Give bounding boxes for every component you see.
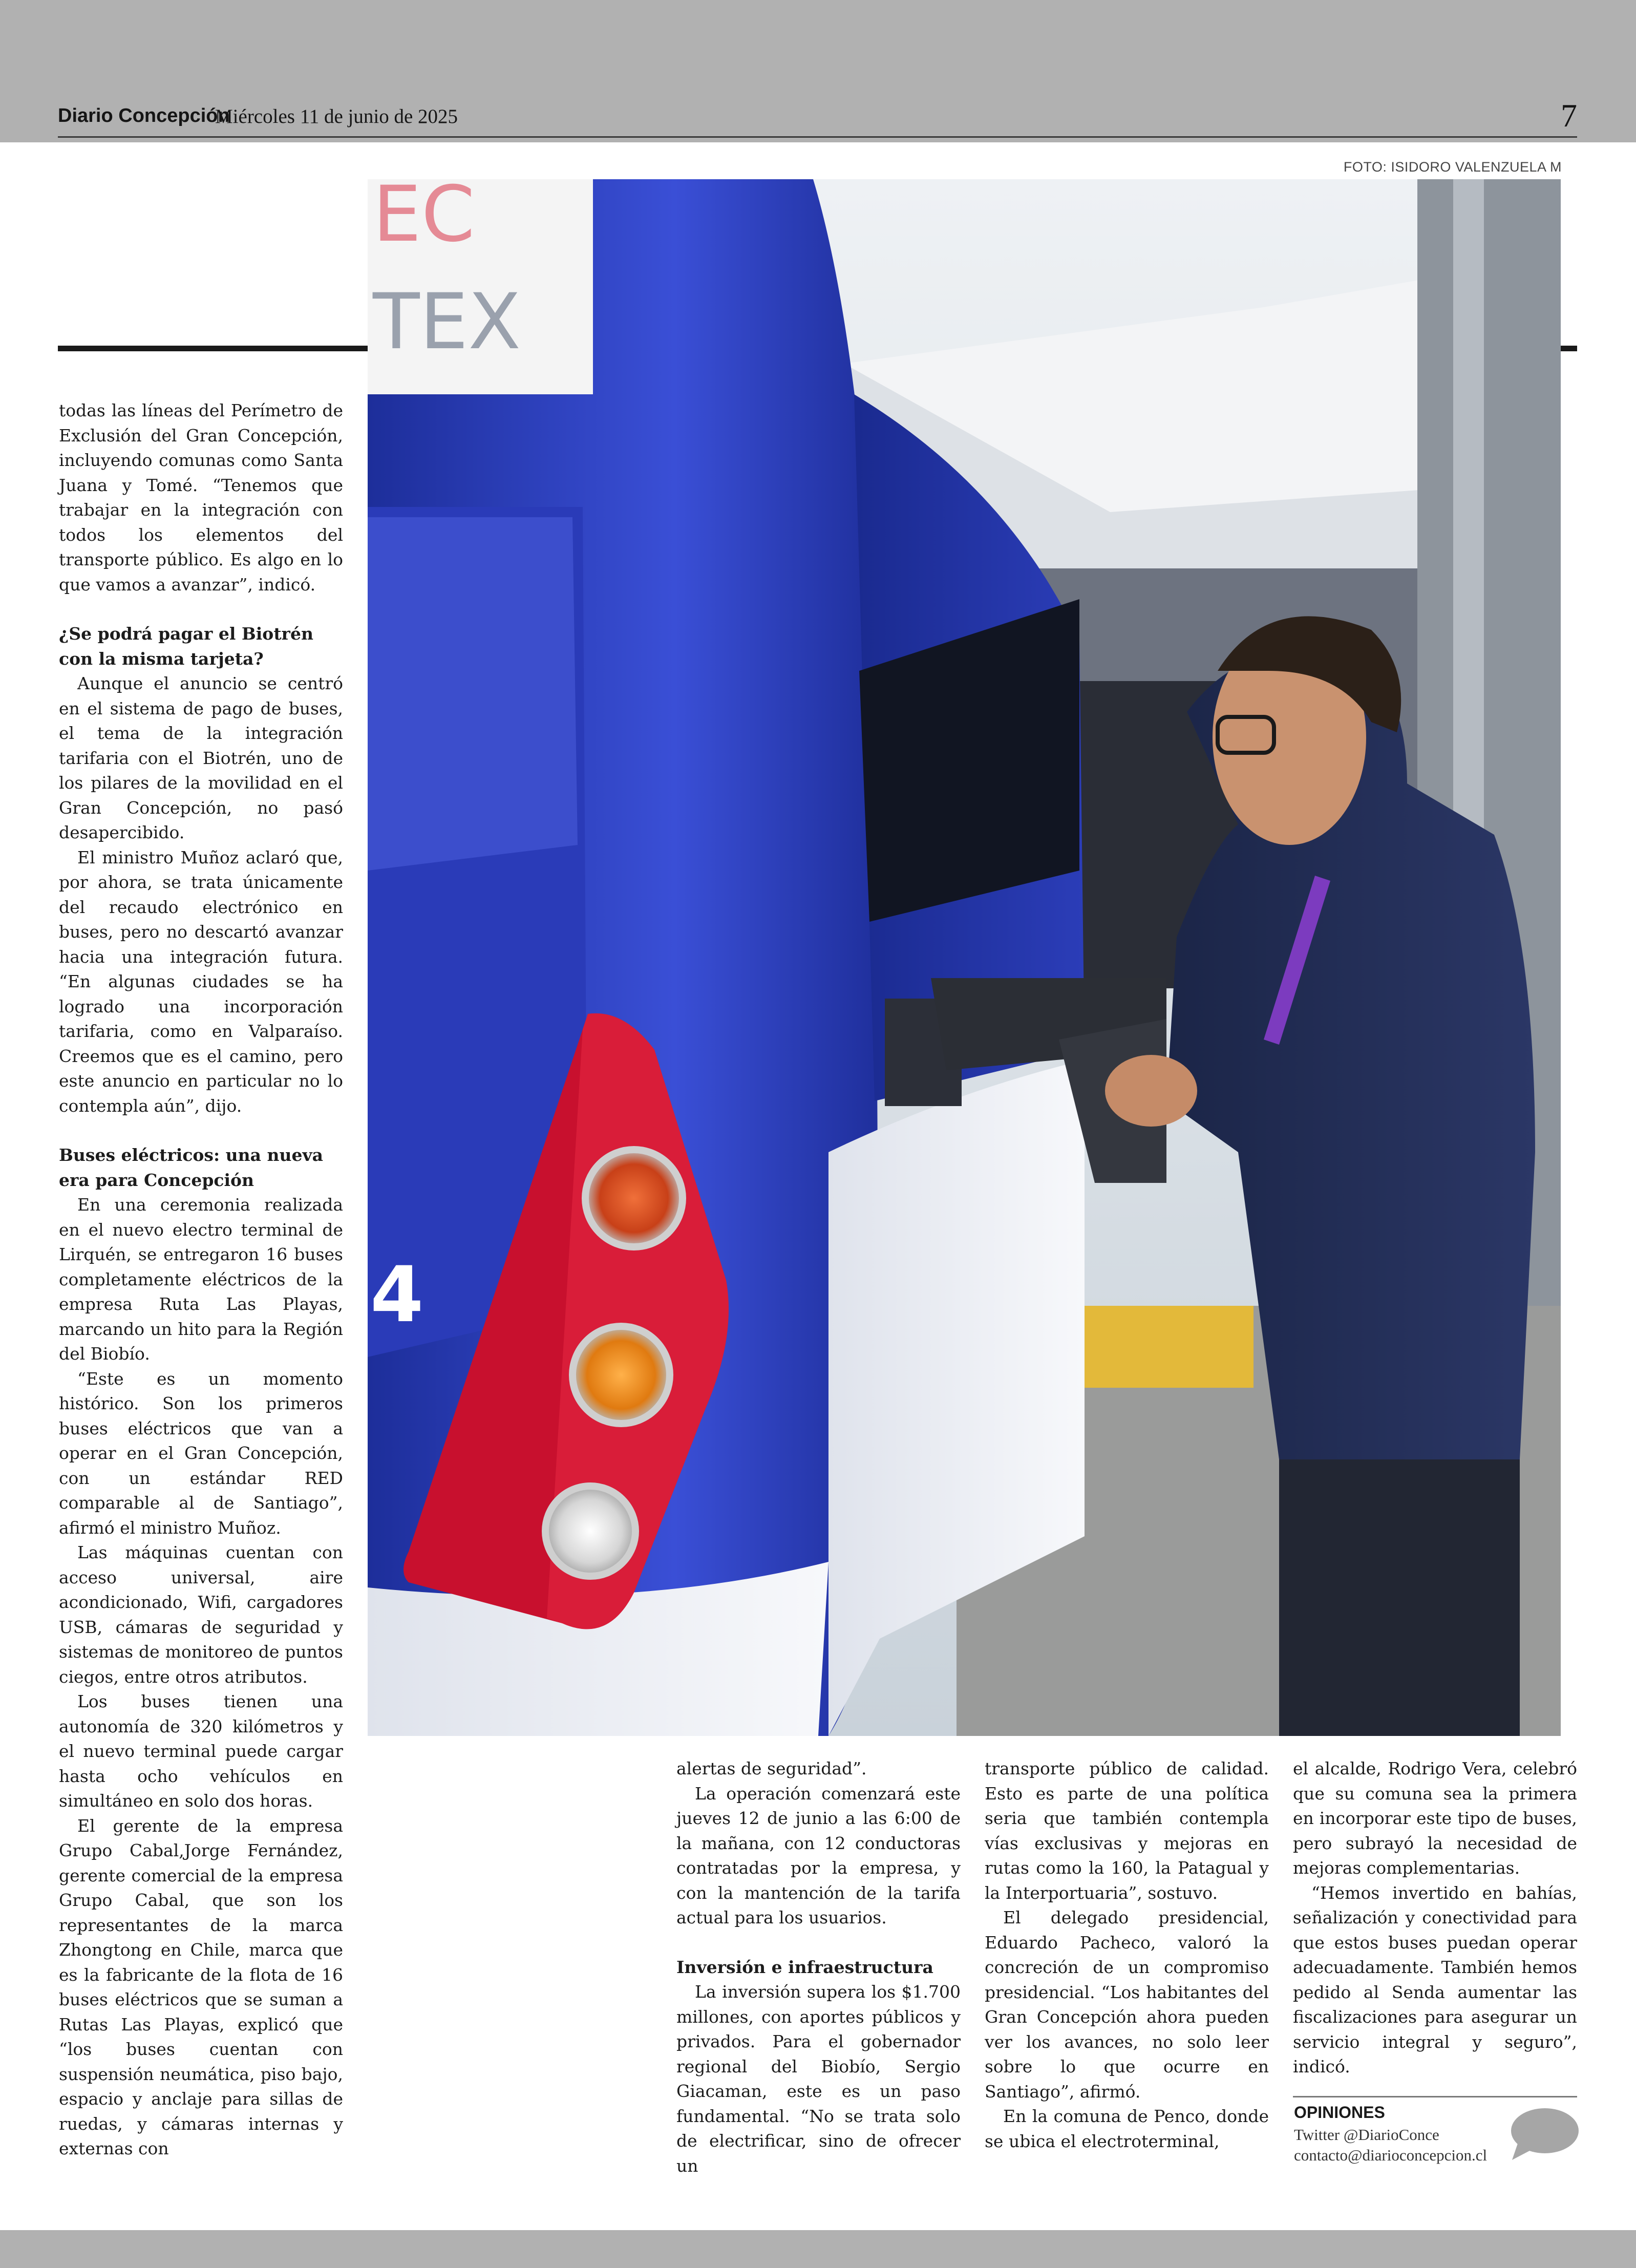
subheading-buses-electricos: Buses eléctricos: una nueva era para Concepción [59, 1145, 324, 1190]
paragraph: el alcalde, Rodrigo Vera, celebró que su comuna sea la primera en incorporar este tipo de buses, pero subrayó la necesidad de mejoras complementarias. [1293, 1758, 1577, 1878]
opinions-title: OPINIONES [1294, 2103, 1385, 2122]
opinions-rule [1293, 2096, 1577, 2097]
header-rule [58, 136, 1577, 138]
bottom-gray-band [0, 2230, 1636, 2268]
paragraph: La inversión supera los $1.700 millones, con aportes públicos y privados. Para el gobernador regional del Biobío, Sergio Giacaman, este es un paso fundamental. “No se trata solo de electrificar, sino de ofrecer un [676, 1982, 961, 2176]
opinions-twitter[interactable]: Twitter @DiarioConce [1294, 2126, 1439, 2144]
photo-illustration [368, 179, 1561, 1736]
paragraph: En una ceremonia realizada en el nuevo electro terminal de Lirquén, se entregaron 16 buses completamente eléctricos de la empresa Ruta Las Playas, marcando un hito para la Región del Biobío. [59, 1195, 343, 1364]
paragraph: En la comuna de Penco, donde se ubica el electroterminal, [985, 2106, 1269, 2151]
page-header [58, 97, 1577, 136]
speech-bubble-icon [1508, 2106, 1580, 2163]
paragraph: transporte público de calidad. Esto es parte de una política seria que también contempla vías exclusivas y mejoras en rutas como la 160, la Patagual y la Interportuaria”, sostuvo. [985, 1758, 1269, 1903]
paragraph: Aunque el anuncio se centró en el sistema de pago de buses, el tema de la integración tarifaria con el Biotrén, uno de los pilares de la movilidad en el Gran Concepción, no pasó desapercibido. [59, 673, 343, 842]
article-column-3 [985, 1756, 1269, 2154]
publication-name: Diario Concepción [58, 105, 230, 126]
page-number: 7 [1561, 97, 1577, 134]
paragraph: Los buses tienen una autonomía de 320 kilómetros y el nuevo terminal puede cargar hasta ocho vehículos en simultáneo en solo dos horas. [59, 1691, 343, 1811]
paragraph: La operación comenzará este jueves 12 de junio a las 6:00 de la mañana, con 12 conductoras contratadas por la empresa, y con la mantención de la tarifa actual para los usuarios. [676, 1783, 961, 1927]
paragraph: todas las líneas del Perímetro de Exclusión del Gran Concepción, incluyendo comunas como Santa Juana y Tomé. “Tenemos que trabajar en la integración con todos los elementos del transporte público. Es algo en lo que vamos a avanzar”, indicó. [59, 400, 343, 595]
paragraph: Las máquinas cuentan con acceso universal, aire acondicionado, Wifi, cargadores USB, cámaras de seguridad y sistemas de monitoreo de puntos ciegos, entre otros atributos. [59, 1542, 343, 1687]
photo-credit: FOTO: ISIDORO VALENZUELA M [1343, 159, 1562, 175]
article-column-1 [59, 398, 343, 2161]
main-photo [368, 179, 1561, 1736]
poster-text-1: EC [373, 179, 475, 259]
paragraph: El gerente de la empresa Grupo Cabal,Jorge Fernández, gerente comercial de la empresa Grupo Cabal, que son los representantes de la marca Zhongtong en Chile, marca que es la fabricante de la flota de 16 buses eléctricos que se suman a Rutas Las Playas, explicó que “los buses cuentan con suspensión neumática, piso bajo, espacio y anclaje para sillas de ruedas, y cámaras internas y externas con [59, 1815, 343, 2158]
paragraph: “Este es un momento histórico. Son los primeros buses eléctricos que van a operar en el Gran Concepción, con un estándar RED comparable al de Santiago”, afirmó el ministro Muñoz. [59, 1368, 343, 1538]
opinions-email[interactable]: contacto@diarioconcepcion.cl [1294, 2146, 1488, 2164]
paragraph: El delegado presidencial, Eduardo Pacheco, valoró la concreción de un compromiso presidencial. “Los habitantes del Gran Concepción ahora pueden ver los avances, no solo leer sobre lo que ocurre en Santiago”, afirmó. [985, 1907, 1269, 2102]
bus-number: 4 [370, 1250, 424, 1340]
subheading-inversion: Inversión e infraestructura [676, 1957, 933, 1977]
paragraph: alertas de seguridad”. [676, 1758, 867, 1778]
subheading-biotren: ¿Se podrá pagar el Biotrén con la misma tarjeta? [59, 624, 313, 669]
poster-text-2: TEX [373, 278, 521, 367]
publication-date: Miércoles 11 de junio de 2025 [215, 105, 458, 128]
paragraph: “Hemos invertido en bahías, señalización y conectividad para que estos buses puedan operar adecuadamente. También hemos pedido al Senda aumentar las fiscalizaciones para asegurar un servicio integral y seguro”, indicó. [1293, 1882, 1577, 2076]
paragraph: El ministro Muñoz aclaró que, por ahora, se trata únicamente del recaudo electrónico en buses, pero no descartó avanzar hacia una integración futura. “En algunas ciudades se ha logrado una incorporación tarifaria, como en Valparaíso. Creemos que es el camino, pero este anuncio en particular no lo contempla aún”, dijo. [59, 847, 343, 1116]
article-column-2 [676, 1756, 961, 2178]
article-column-4 [1293, 1756, 1577, 2080]
